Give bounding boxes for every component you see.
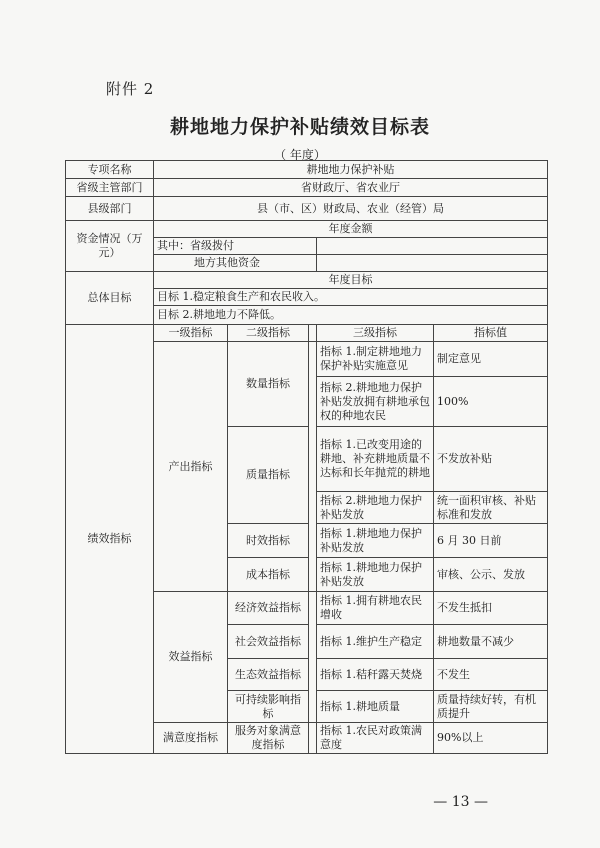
spacer-cell — [309, 592, 317, 723]
project-value: 耕地地力保护补贴 — [154, 161, 548, 179]
ecological-indicator: 生态效益指标 — [228, 659, 309, 691]
output-indicator: 产出指标 — [154, 342, 228, 592]
level3-header: 三级指标 — [317, 325, 434, 342]
economic-indicator: 经济效益指标 — [228, 592, 309, 625]
value-ql2: 统一面积审核、补贴标准和发放 — [434, 492, 548, 524]
indicator-ql1: 指标 1.已改变用途的耕地、补充耕地质量不达标和长年抛荒的耕地 — [317, 427, 434, 492]
satisfaction-indicator: 满意度指标 — [154, 723, 228, 754]
fund-local: 地方其他资金 — [154, 255, 317, 272]
value-sa1: 90%以上 — [434, 723, 548, 754]
value-header: 指标值 — [434, 325, 548, 342]
indicator-s1: 指标 1.维护生产稳定 — [317, 625, 434, 659]
spacer-cell — [309, 723, 317, 754]
value-su1: 质量持续好转，有机质提升 — [434, 691, 548, 723]
time-indicator: 时效指标 — [228, 524, 309, 558]
social-indicator: 社会效益指标 — [228, 625, 309, 659]
indicator-ec1: 指标 1.秸秆露天焚烧 — [317, 659, 434, 691]
goal-1: 目标 1.稳定粮食生产和农民收入。 — [154, 289, 548, 306]
indicator-q2: 指标 2.耕地地力保护补贴发放拥有耕地承包权的种地农民 — [317, 377, 434, 427]
level2-header: 二级指标 — [228, 325, 309, 342]
attachment-label: 附件 2 — [106, 80, 155, 98]
indicator-su1: 指标 1.耕地质量 — [317, 691, 434, 723]
year-line: （ 年度） — [274, 148, 326, 162]
annual-goal-header: 年度目标 — [154, 272, 548, 289]
indicator-c1: 指标 1.耕地地力保护补贴发放 — [317, 558, 434, 592]
performance-table — [65, 160, 548, 754]
benefit-indicator: 效益指标 — [154, 592, 228, 723]
county-dept-label: 县级部门 — [66, 197, 154, 221]
cost-indicator: 成本指标 — [228, 558, 309, 592]
fund-provincial-value — [317, 238, 548, 255]
fund-label: 资金情况（万元） — [66, 221, 154, 272]
service-satisfaction-indicator: 服务对象满意度指标 — [228, 723, 309, 754]
spacer-cell — [309, 325, 317, 342]
page-title: 耕地地力保护补贴绩效目标表 — [169, 116, 430, 138]
indicator-q1: 指标 1.制定耕地地力保护补贴实施意见 — [317, 342, 434, 377]
county-dept-value: 县（市、区）财政局、农业（经管）局 — [154, 197, 548, 221]
annual-amount-header: 年度金额 — [154, 221, 548, 238]
value-c1: 审核、公示、发放 — [434, 558, 548, 592]
value-ec1: 不发生 — [434, 659, 548, 691]
overall-goal-label: 总体目标 — [66, 272, 154, 325]
goal-2: 目标 2.耕地地力不降低。 — [154, 306, 548, 325]
quality-indicator: 质量指标 — [228, 427, 309, 524]
fund-local-value — [317, 255, 548, 272]
indicator-e1: 指标 1.拥有耕地农民增收 — [317, 592, 434, 625]
province-dept-label: 省级主管部门 — [66, 179, 154, 197]
value-s1: 耕地数量不减少 — [434, 625, 548, 659]
indicator-sa1: 指标 1.农民对政策满意度 — [317, 723, 434, 754]
value-e1: 不发生抵扣 — [434, 592, 548, 625]
spacer-cell — [309, 342, 317, 592]
value-q2: 100% — [434, 377, 548, 427]
page-number: — 13 — — [433, 794, 488, 810]
value-ql1: 不发放补贴 — [434, 427, 548, 492]
indicator-t1: 指标 1.耕地地力保护补贴发放 — [317, 524, 434, 558]
level1-header: 一级指标 — [154, 325, 228, 342]
fund-provincial: 其中：省级拨付 — [154, 238, 317, 255]
indicator-ql2: 指标 2.耕地地力保护补贴发放 — [317, 492, 434, 524]
perf-label: 绩效指标 — [66, 325, 154, 754]
sustainability-indicator: 可持续影响指标 — [228, 691, 309, 723]
value-q1: 制定意见 — [434, 342, 548, 377]
value-t1: 6 月 30 日前 — [434, 524, 548, 558]
province-dept-value: 省财政厅、省农业厅 — [154, 179, 548, 197]
quantity-indicator: 数量指标 — [228, 342, 309, 427]
project-label: 专项名称 — [66, 161, 154, 179]
